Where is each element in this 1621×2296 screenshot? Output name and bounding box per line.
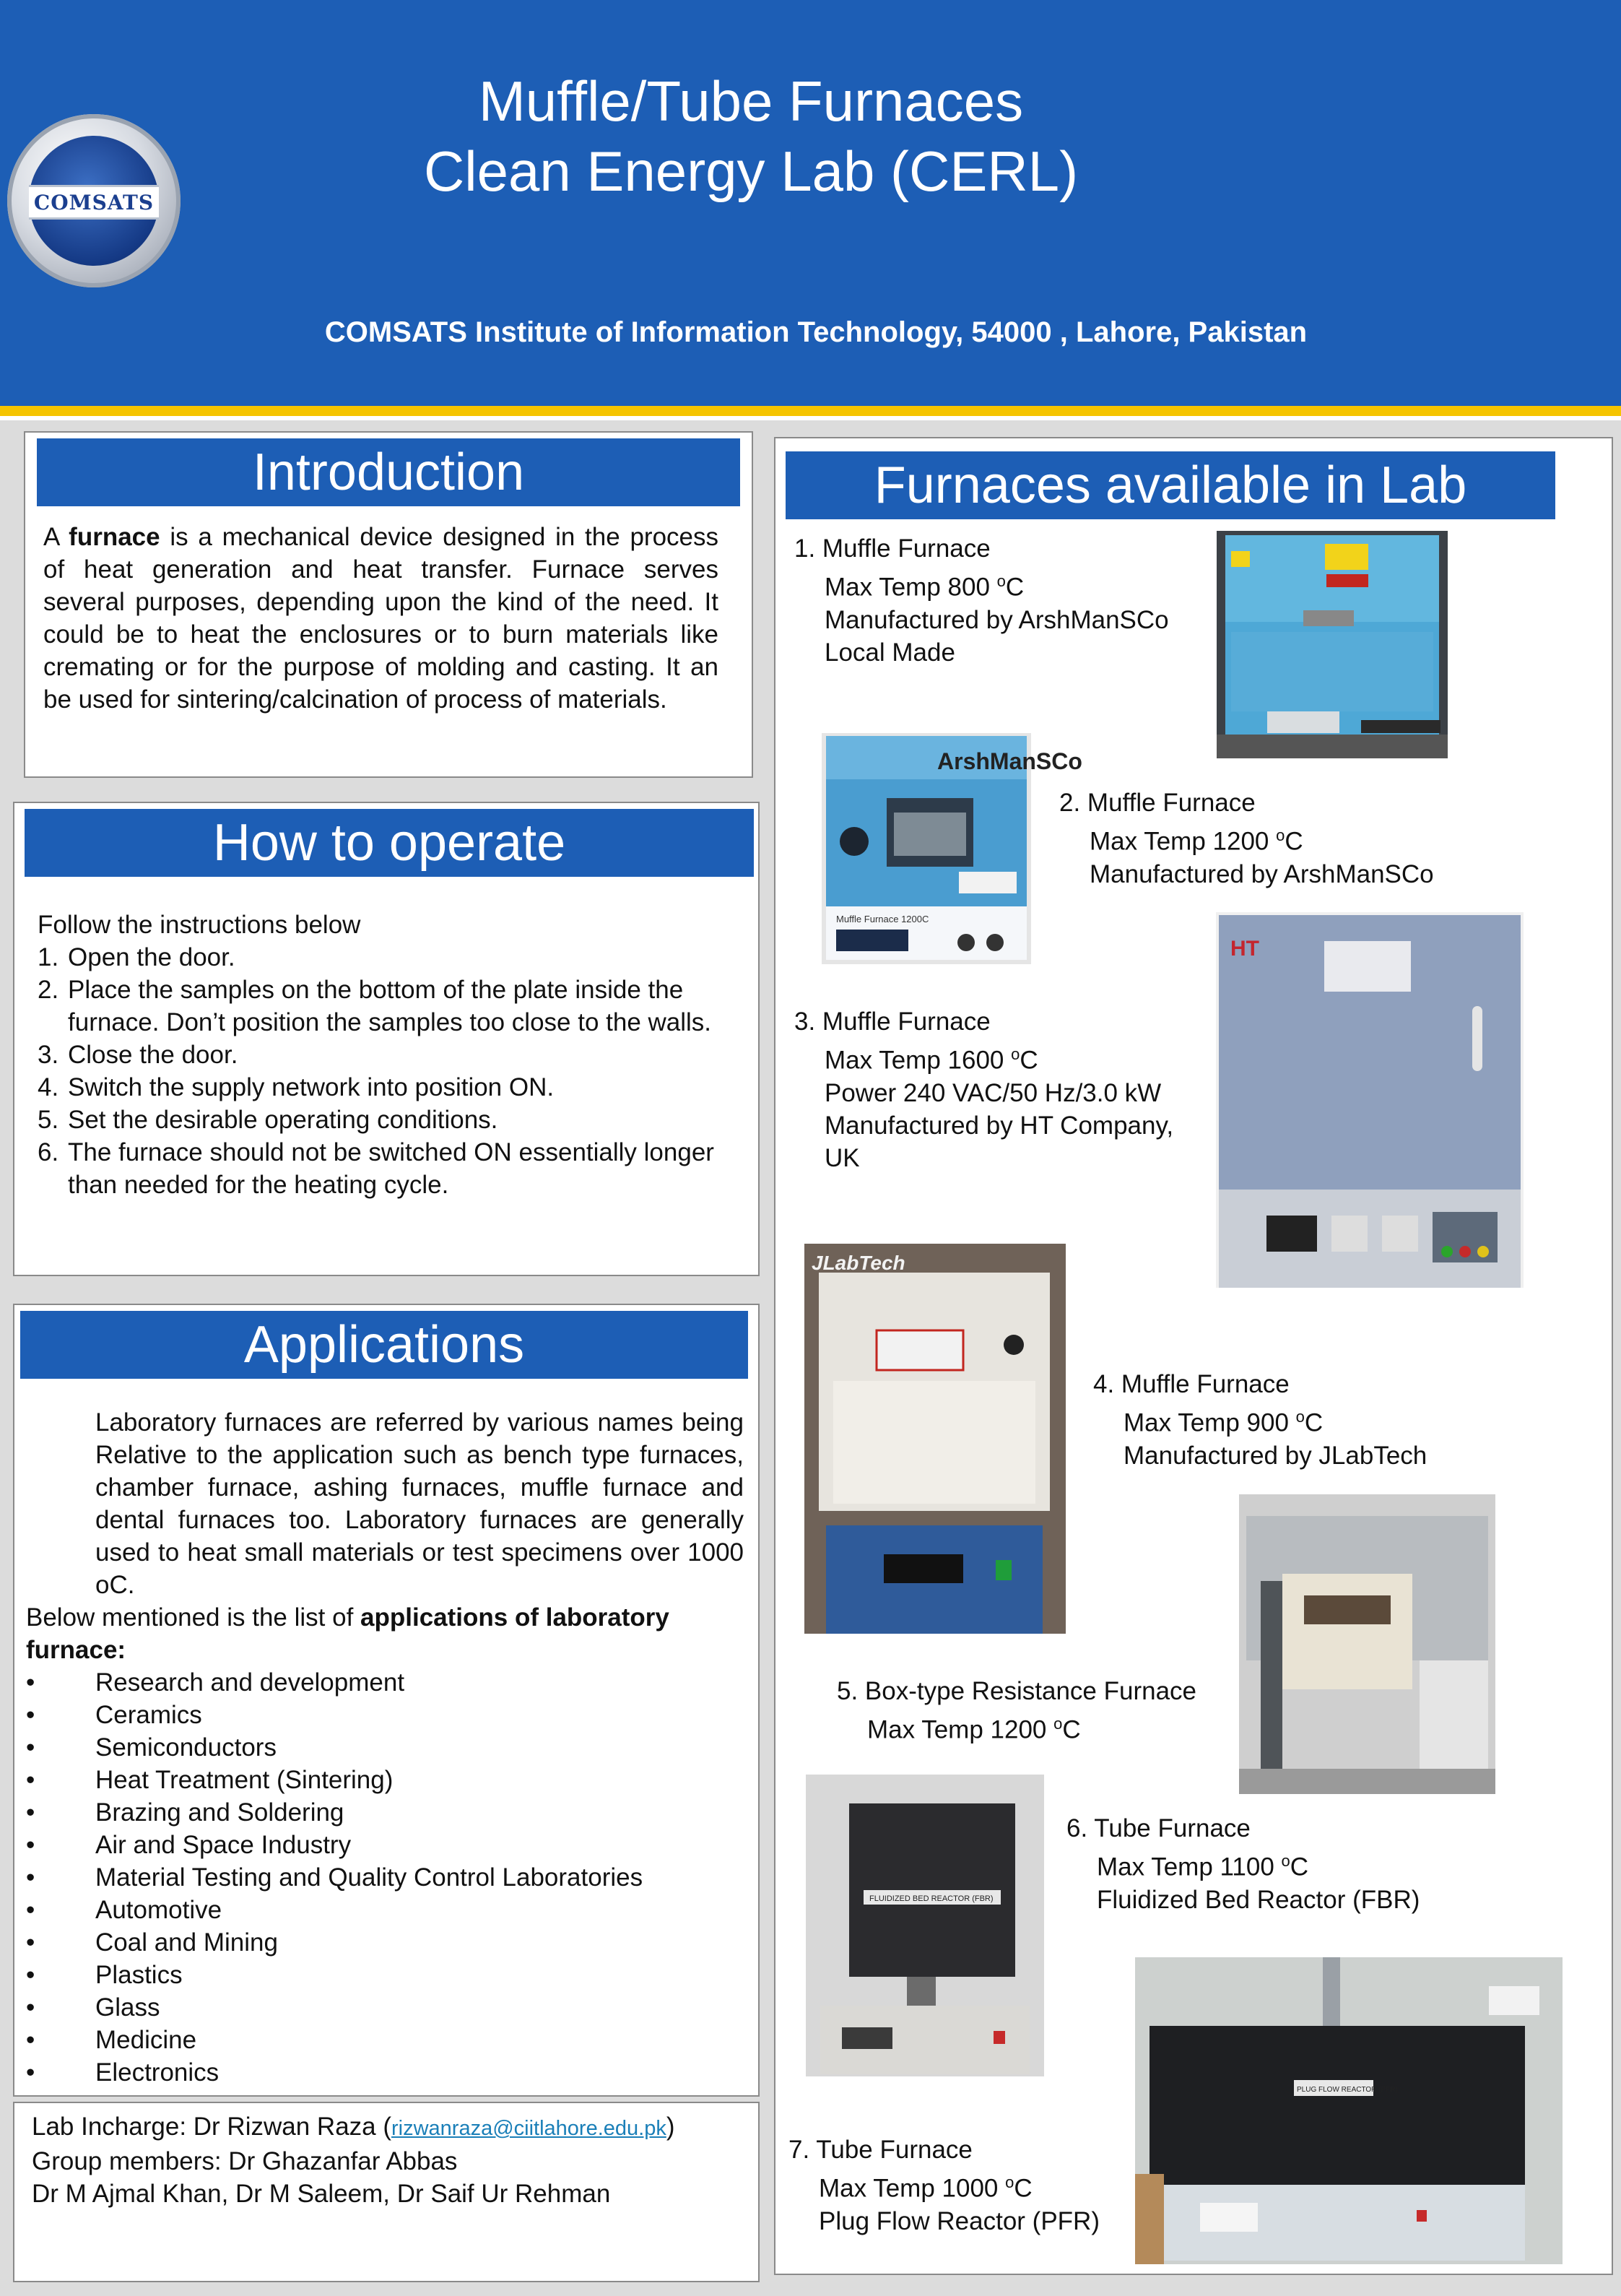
application-text: Brazing and Soldering bbox=[95, 1798, 344, 1827]
furnace-7-photo bbox=[1135, 1957, 1563, 2264]
application-text: Plastics bbox=[95, 1961, 183, 1989]
bullet: • bbox=[26, 1863, 35, 1892]
application-text: Semiconductors bbox=[95, 1733, 277, 1762]
list-item bbox=[26, 1991, 748, 2024]
intro-body: is a mechanical device designed in the process of heat generation and heat transfer. Furnace serves several purposes, depending upon the kind of the need. It could be to heat the enclosures or to burn materials like cremating or for the purpose of molding and casting. It an be used for sintering/calcination of process of materials. bbox=[43, 523, 718, 714]
list-item bbox=[26, 2056, 748, 2089]
introduction-heading: Introduction bbox=[37, 438, 740, 506]
bullet: • bbox=[26, 1993, 35, 2022]
furnace-maker: Manufactured by ArshManSCo bbox=[1090, 859, 1434, 888]
applications-list bbox=[26, 1666, 748, 2089]
list-item bbox=[26, 1699, 748, 1731]
intro-lead-word: A bbox=[43, 523, 59, 551]
furnaces-heading: Furnaces available in Lab bbox=[786, 451, 1555, 519]
furnace-6-description bbox=[1066, 1812, 1572, 1916]
applications-paragraph: Laboratory furnaces are referred by various names being Relative to the application such as bench type furnaces, chamber furnace, ashing furnaces, muffle furnace and dental furnaces too. Laboratory furnaces are generally used to heat small materials or test specimens over 1000 oC. bbox=[95, 1408, 744, 1599]
group-members-line-2: Dr M Ajmal Khan, Dr M Saleem, Dr Saif Ur Rehman bbox=[32, 2180, 611, 2208]
poster-title-line-1: Muffle/Tube Furnaces bbox=[478, 69, 1024, 133]
application-text: Research and development bbox=[95, 1668, 405, 1697]
list-item bbox=[26, 1926, 748, 1959]
bullet: • bbox=[26, 1668, 35, 1697]
step-item bbox=[38, 974, 745, 1039]
list-intro-bold: applications of laboratory furnace: bbox=[26, 1603, 669, 1664]
instructions-intro: Follow the instructions below bbox=[38, 911, 361, 939]
step-number: 2. bbox=[38, 976, 59, 1004]
application-text: Electronics bbox=[95, 2058, 220, 2087]
furnace-temp: Max Temp 1200 $^o$C bbox=[867, 1715, 1081, 1744]
bullet: • bbox=[26, 2058, 35, 2087]
introduction-panel bbox=[24, 431, 753, 778]
list-item bbox=[26, 1829, 748, 1861]
furnace-3-photo bbox=[1216, 912, 1524, 1288]
furnace-reactor-type: Fluidized Bed Reactor (FBR) bbox=[1097, 1885, 1420, 1914]
furnace-title: 3. Muffle Furnace bbox=[794, 1008, 991, 1036]
furnace-power: Power 240 VAC/50 Hz/3.0 kW bbox=[825, 1078, 1162, 1107]
lab-incharge-email-link[interactable]: rizwanraza@ciitlahore.edu.pk bbox=[391, 2117, 666, 2140]
furnace-reactor-type: Plug Flow Reactor (PFR) bbox=[819, 2206, 1100, 2235]
furnace-origin: Local Made bbox=[825, 638, 955, 667]
step-number: 6. bbox=[38, 1138, 59, 1166]
group-members-line-1: Group members: Dr Ghazanfar Abbas bbox=[32, 2147, 458, 2175]
comsats-logo bbox=[7, 114, 181, 287]
furnace-temp: Max Temp 900 $^o$C bbox=[1124, 1408, 1324, 1437]
furnace-maker: Manufactured by ArshManSCo bbox=[825, 605, 1169, 634]
furnace-temp: Max Temp 1600 $^o$C bbox=[825, 1045, 1038, 1075]
furnaces-panel bbox=[774, 437, 1613, 2275]
step-text: The furnace should not be switched ON essentially longer than needed for the heating cycle. bbox=[68, 1138, 714, 1199]
photo-brand-label: JLabTech bbox=[812, 1252, 905, 1274]
furnace-1-description bbox=[794, 532, 1227, 669]
list-item bbox=[26, 1764, 748, 1796]
svg-text:HT: HT bbox=[1230, 937, 1259, 961]
application-text: Material Testing and Quality Control Laboratories bbox=[95, 1863, 643, 1892]
furnace-maker: Manufactured by HT Company, bbox=[825, 1111, 1174, 1140]
step-item bbox=[38, 1071, 745, 1104]
furnace-title: 6. Tube Furnace bbox=[1066, 1814, 1251, 1842]
list-item bbox=[26, 2024, 748, 2056]
step-number: 3. bbox=[38, 1041, 59, 1069]
furnace-temp: Max Temp 1200 $^o$C bbox=[1090, 826, 1303, 856]
step-text: Switch the supply network into position ON. bbox=[68, 1073, 555, 1101]
step-item bbox=[38, 1136, 745, 1201]
photo-plate-label: PLUG FLOW REACTOR (PFR) bbox=[1297, 2086, 1398, 2094]
list-item bbox=[26, 1796, 748, 1829]
bullet: • bbox=[26, 1733, 35, 1762]
furnace-temp: Max Temp 1100 $^o$C bbox=[1097, 1852, 1309, 1881]
furnace-5-description bbox=[837, 1675, 1270, 1746]
photo-plate-label: Muffle Furnace 1200C bbox=[836, 914, 929, 924]
step-item bbox=[38, 1039, 745, 1071]
header-white-stripe bbox=[0, 416, 1621, 420]
furnace-6-photo bbox=[806, 1775, 1044, 2076]
bullet: • bbox=[26, 1766, 35, 1794]
list-item bbox=[26, 1894, 748, 1926]
step-text: Set the desirable operating conditions. bbox=[68, 1106, 498, 1134]
bullet: • bbox=[26, 1928, 35, 1957]
furnace-2-photo bbox=[822, 733, 1082, 964]
lab-contacts-text bbox=[32, 2110, 754, 2210]
application-text: Heat Treatment (Sintering) bbox=[95, 1766, 394, 1794]
furnace-3-description bbox=[794, 1005, 1227, 1174]
applications-panel bbox=[13, 1304, 760, 2097]
step-item bbox=[38, 1104, 745, 1136]
furnace-title: 7. Tube Furnace bbox=[788, 2136, 973, 2164]
photo-brand-label: ArshManSCo bbox=[937, 748, 1082, 774]
institution-subtitle: COMSATS Institute of Information Technology, 54000 , Lahore, Pakistan bbox=[324, 316, 1308, 348]
applications-list-intro bbox=[26, 1601, 748, 1666]
furnace-title: 5. Box-type Resistance Furnace bbox=[837, 1677, 1197, 1705]
application-text: Automotive bbox=[95, 1896, 222, 1924]
bullet: • bbox=[26, 1701, 35, 1729]
application-text: Air and Space Industry bbox=[95, 1831, 352, 1859]
furnace-title: 2. Muffle Furnace bbox=[1059, 789, 1256, 817]
logo-globe bbox=[29, 136, 159, 266]
furnace-4-photo bbox=[804, 1244, 1066, 1634]
step-text: Open the door. bbox=[68, 943, 235, 971]
furnace-1-photo bbox=[1217, 531, 1448, 758]
lab-incharge-label: Lab Incharge: Dr Rizwan Raza ( bbox=[32, 2113, 391, 2141]
furnace-origin: UK bbox=[825, 1143, 860, 1172]
furnace-maker: Manufactured by JLabTech bbox=[1124, 1441, 1427, 1470]
bullet: • bbox=[26, 1896, 35, 1924]
bullet: • bbox=[26, 1961, 35, 1989]
intro-bold-word: furnace bbox=[69, 523, 160, 551]
bullet: • bbox=[26, 2026, 35, 2054]
furnace-4-description bbox=[1093, 1368, 1584, 1472]
instruction-steps bbox=[38, 941, 745, 1201]
application-text: Coal and Mining bbox=[95, 1928, 278, 1957]
application-text: Medicine bbox=[95, 2026, 197, 2054]
lab-incharge-close: ) bbox=[666, 2113, 675, 2141]
how-to-operate-panel bbox=[13, 802, 760, 1276]
furnace-2-description bbox=[1059, 787, 1579, 891]
furnace-title: 4. Muffle Furnace bbox=[1093, 1370, 1290, 1398]
logo-text: COMSATS bbox=[33, 191, 155, 215]
how-to-operate-heading: How to operate bbox=[25, 809, 754, 877]
furnace-temp: Max Temp 800 $^o$C bbox=[825, 572, 1025, 602]
list-item bbox=[26, 1959, 748, 1991]
furnace-temp: Max Temp 1000 $^o$C bbox=[819, 2173, 1033, 2203]
list-item bbox=[26, 1861, 748, 1894]
step-number: 1. bbox=[38, 943, 59, 971]
bullet: • bbox=[26, 1831, 35, 1859]
introduction-text bbox=[43, 521, 718, 716]
poster-title-line-2: Clean Energy Lab (CERL) bbox=[423, 139, 1079, 203]
photo-plate-label: FLUIDIZED BED REACTOR (FBR) bbox=[869, 1894, 994, 1903]
list-item bbox=[26, 1731, 748, 1764]
list-intro-plain: Below mentioned is the list of bbox=[26, 1603, 354, 1632]
lab-incharge-line bbox=[32, 2110, 754, 2145]
furnace-title: 1. Muffle Furnace bbox=[794, 534, 991, 563]
application-text: Glass bbox=[95, 1993, 160, 2022]
lab-contacts-panel bbox=[13, 2102, 760, 2282]
bullet: • bbox=[26, 1798, 35, 1827]
step-number: 5. bbox=[38, 1106, 59, 1134]
list-item bbox=[26, 1666, 748, 1699]
furnace-5-photo bbox=[1239, 1494, 1495, 1794]
step-text: Close the door. bbox=[68, 1041, 238, 1069]
step-text: Place the samples on the bottom of the plate inside the furnace. Don’t position the samples too close to the walls. bbox=[68, 976, 712, 1036]
header-yellow-stripe bbox=[0, 406, 1621, 416]
step-item bbox=[38, 941, 745, 974]
application-text: Ceramics bbox=[95, 1701, 202, 1729]
step-number: 4. bbox=[38, 1073, 59, 1101]
applications-heading: Applications bbox=[20, 1311, 748, 1379]
